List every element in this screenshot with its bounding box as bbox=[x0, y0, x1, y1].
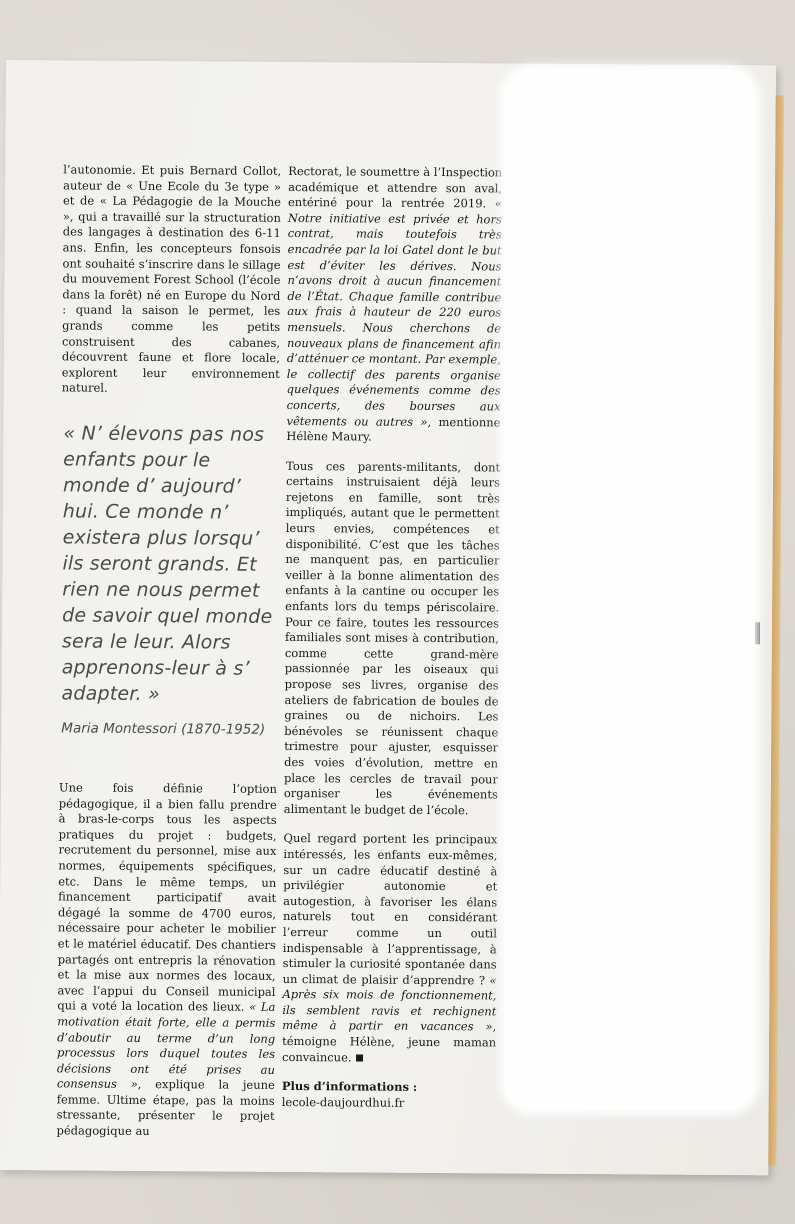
italic-quote: « La motivation était forte, elle a permis d’aboutir au terme d’un long processus lors duquel toutes les décisions ont été prises au consensus » bbox=[56, 1000, 276, 1092]
text-span: , explique la jeune femme. Ultime étape, pas la moins stressante, présenter le projet pédagogique au bbox=[56, 1077, 275, 1139]
paragraph-rectorat bbox=[286, 164, 502, 446]
italic-quote: « Après six mois de fonctionnement, ils semblent ravis et rechignent même à partir en vacances » bbox=[282, 973, 497, 1034]
paragraph-regard bbox=[282, 831, 498, 1066]
paragraph-parents-militants: Tous ces parents-militants, dont certains instruisaient déjà leurs rejetons en famille, sont très impliqués, autant que le permettent leurs envies, compétences et disponibilité. C’est que les tâches ne manquent pas, en particulier veiller à la bonne alimentation des enfants à la cantine ou occuper les enfants lors du temps périscolaire. Pour ce faire, toutes les ressources familiales sont mises à contribution, comme cette grand-mère passionnée par les oiseaux qui propose ses livres, organise des ateliers de fabrication de boules de graines ou de nichoirs. Les bénévoles se réunissent chaque trimestre pour ajuster, esquisser des voies d’évolution, mettre en place les cercles de travail pour organiser les événements alimentant le budget de l’école. bbox=[283, 458, 501, 817]
more-info-link[interactable]: lecole-daujourdhui.fr bbox=[281, 1094, 405, 1110]
more-info-label: Plus d’informations : bbox=[281, 1079, 418, 1095]
redacted-area bbox=[505, 70, 755, 1110]
end-square-icon bbox=[356, 1054, 363, 1061]
text-span: Rectorat, le soumettre à l’Inspection académique et attendre son aval, entériné pour la rentrée 2019. bbox=[287, 163, 503, 211]
text-span: , témoigne Hélène, jeune maman convaincue. bbox=[282, 1019, 497, 1065]
more-info bbox=[282, 1079, 496, 1112]
text-span: Quel regard portent les principaux intéressés, les enfants eux-mêmes, sur un cadre éducatif destiné à privilégier autonomie et autogestion, à favoriser les élans naturels tout en considérant l’erreur comme un outil indispensable à l’apprentissage, à stimuler la curiosité spontanée dans un climat de plaisir d’apprendre ? bbox=[282, 831, 498, 988]
column-left-top bbox=[62, 162, 282, 397]
pull-quote: « N’ élevons pas nos enfants pour le monde d’ aujourd’ hui. Ce monde n’ existera plus lorsqu’ ils seront grands. Et rien ne nous permet de savoir quel monde sera le leur. Alors apprenons-leur à s’ adapter. » bbox=[61, 422, 273, 706]
paragraph-option-pedagogique bbox=[56, 780, 276, 1140]
quote-author: Maria Montessori (1870-1952) bbox=[61, 720, 266, 738]
column-middle bbox=[282, 164, 503, 1112]
italic-quote: « Notre initiative est privée et hors contrat, mais toutefois très encadrée par la loi Gatel dont le but est d’éviter les dérives. Nous n’avons droit à aucun financement de l’État. Chaque famille contribue aux frais à hauteur de 220 euros mensuels. Nous cherchons de nouveaux plans de financement afin d’atténuer ce montant. Par exemple, le collectif des parents organise quelques événements comme des concerts, des bourses aux vêtements ou autres » bbox=[286, 196, 503, 429]
text-span: Une fois définie l’option pédagogique, il a bien fallu prendre à bras-le-corps tous les aspects pratiques du projet : budgets, recrutement du personnel, mise aux normes, équipements spécifiques, etc. Dans le même temps, un financement participatif avait dégagé la somme de 4700 euros, nécessaire pour acheter le mobilier et le matériel éducatif. Des chantiers partagés ont entrepris la rénovation et la mise aux normes des locaux, avec l’appui du Conseil municipal qui a voté la location des lieux. bbox=[57, 780, 277, 1015]
column-left-bottom bbox=[56, 780, 276, 1140]
page-edge bbox=[768, 95, 783, 1165]
paragraph-autonomie: l’autonomie. Et puis Bernard Collot, auteur de « Une Ecole du 3e type » et de « La Pédagogie de la Mouche », qui a travaillé sur la structuration des langages à destination des 6-11 ans. Enfin, les concepteurs fonsois ont souhaité s’inscrire dans le sillage du mouvement Forest School (l’école dans la forêt) né en Europe du Nord : quand la saison le permet, les grands comme les petits construisent des cabanes, découvrent faune et flore locale, explorent leur environnement naturel. bbox=[61, 162, 282, 396]
text-span: , mentionne Hélène Maury. bbox=[286, 414, 501, 444]
